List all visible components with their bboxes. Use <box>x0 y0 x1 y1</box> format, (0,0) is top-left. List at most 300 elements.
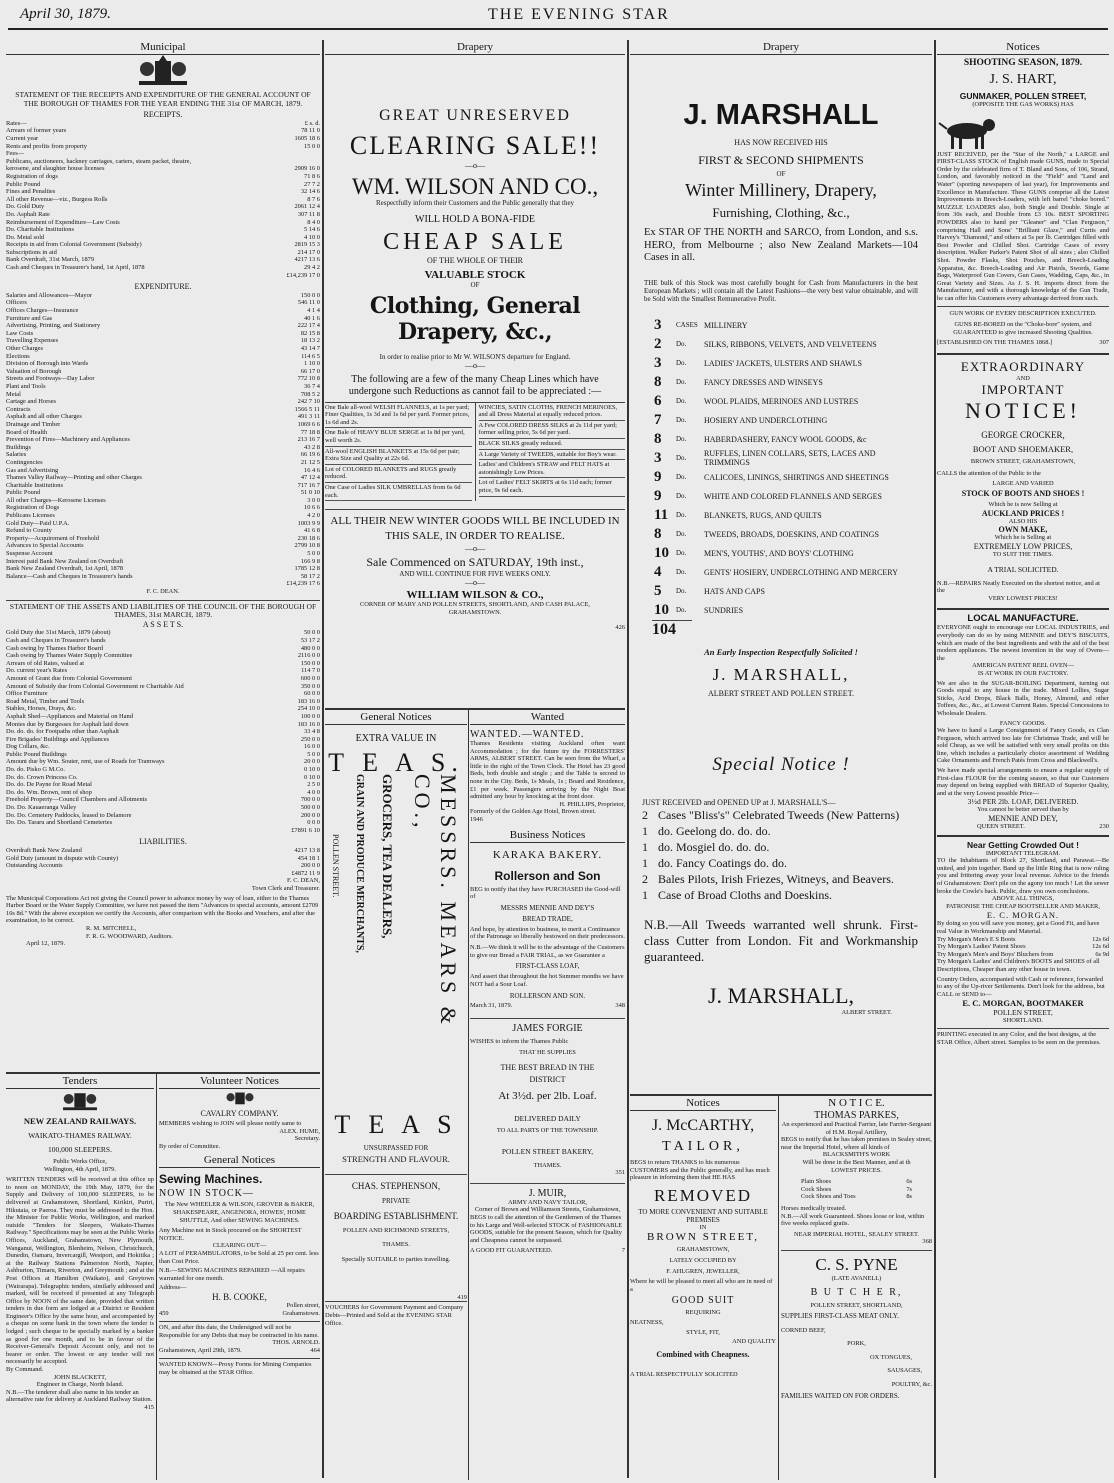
table-row <box>801 1178 912 1186</box>
mccarthy-ahlgren: F. AHLGREN, JEWELLER, <box>666 1267 740 1275</box>
row-label: Current year <box>6 134 39 142</box>
item-unit: Do. <box>676 416 687 425</box>
row-value: £7891 6 10 <box>291 826 320 834</box>
mccarthy-ad <box>630 1096 776 1480</box>
table-row <box>6 234 320 242</box>
table-row <box>6 256 320 264</box>
item-unit: Do. <box>676 587 687 596</box>
karaka-firm: Rollerson and Son <box>494 868 601 883</box>
clearing-great: GREAT UNRESERVED <box>379 107 571 124</box>
karaka-messrs: MESSRS MENNIE AND DEY'S <box>500 903 595 912</box>
table-row <box>6 120 320 128</box>
auditor-1: R. M. MITCHELL, <box>86 924 137 932</box>
teas-pollen: POLLEN STREET. <box>331 834 340 898</box>
mccarthy-tailor: TAILOR, <box>662 1139 744 1154</box>
table-row <box>6 127 320 135</box>
morgan-and: Try Morgan's Ladies' and Children's BOOTS and SHOES of all Descriptions, Cheaper than any other house in town. <box>937 958 1100 973</box>
row-value: 114 7 0 <box>301 667 320 675</box>
table-row <box>6 143 320 151</box>
row-label: Do. Metal sold <box>6 233 45 241</box>
clearing-clothing: Clothing, General Drapery, &c., <box>369 292 581 345</box>
row-value: 32 14 6 <box>300 188 320 196</box>
wanted-column <box>470 710 625 1480</box>
row-label: All other Revenue—viz., Burgess Rolls <box>6 195 108 203</box>
local-queen: QUEEN STREET. <box>977 823 1025 831</box>
clearing-num: 426 <box>615 624 625 632</box>
forgie-price: At 3½d. per 2lb. Loaf. <box>498 1090 597 1103</box>
teas2-unsurpassed: UNSURPASSED FOR <box>363 1144 429 1152</box>
table-row <box>6 637 320 645</box>
row-value: 6s <box>906 1178 912 1186</box>
item-count: 11 <box>654 506 669 523</box>
row-label: Refund to County <box>6 527 52 535</box>
row-label: Do. Asphalt Rate <box>6 210 50 218</box>
marshall-winter: Winter Millinery, Drapery, <box>685 180 877 200</box>
row-value: 1566 5 11 <box>294 405 320 413</box>
crocker-and: AND <box>1016 374 1030 382</box>
clearing-firm: WM. WILSON AND CO., <box>351 174 599 199</box>
table-row <box>6 520 320 528</box>
item-count: 2 <box>642 871 648 886</box>
table-row <box>6 558 320 566</box>
liabilities-label: LIABILITIES. <box>139 837 187 847</box>
forgie-thames: THAMES. <box>533 1161 562 1169</box>
table-row <box>6 383 320 391</box>
item-count: 8 <box>654 525 662 542</box>
row-label: Amount of Grant due from Colonial Government <box>6 674 133 682</box>
town-clerk-signature: F. C. DEAN, <box>286 877 320 885</box>
tenders-waikato: WAIKATO-THAMES RAILWAY. <box>28 1131 132 1140</box>
row-value: 2061 12 4 <box>294 203 320 211</box>
item-label: WOOL PLAIDS, MERINOES AND LUSTRES <box>704 396 859 406</box>
row-label: Salaries and Allowances—Mayor <box>6 291 92 299</box>
morgan-patronise: PATRONISE THE CHEAP BOOTSELLER AND MAKER, <box>946 902 1100 910</box>
list-item <box>642 823 918 839</box>
row-label: Fees— <box>6 150 25 158</box>
table-row <box>6 489 320 497</box>
row-value: 454 18 1 <box>297 854 320 862</box>
row-value: 43 2 8 <box>304 443 320 451</box>
expenditure-label: EXPENDITURE. <box>134 282 192 292</box>
row-label: Bank New Zealand Overdraft, 1st April, 1878 <box>6 565 124 573</box>
row-label: Officers <box>6 299 27 307</box>
table-row <box>6 181 320 189</box>
item-count: 2 <box>642 807 648 822</box>
forgie-that: THAT HE SUPPLIES <box>519 1049 576 1057</box>
crocker-auckland: AUCKLAND PRICES ! <box>981 508 1065 518</box>
wanted-body: Thames Residents visiting Auckland often want Accommodation ; for the future try the FORRESTERS' ARMS, ALBERT STREET. Can be seen from the Wharf, a little to the right of the Town Clock. The Hotel has 23 good Beds, both double and single ; and the Table is second to none in the City. Beds, 1s Meals, 1s ; Board and Residence, £1 per week. Passengers arriving by the Night Boat admitted any hour by knocking at the front door. <box>470 740 625 801</box>
row-label: Do. do. Pisko G M.Co. <box>6 766 65 774</box>
row-label: Arrears of former years <box>6 127 67 135</box>
crocker-large: LARGE AND VARIED <box>992 479 1054 487</box>
row-label: Do. Do. Cemetery Paddocks, leased to Delamore <box>6 811 132 819</box>
column-rule <box>778 1096 779 1480</box>
item-unit: Do. <box>676 454 687 463</box>
list-item <box>654 373 918 392</box>
row-value: 150 0 0 <box>300 659 320 667</box>
row-label: Publicans Licenses <box>6 512 55 520</box>
table-row <box>6 188 320 196</box>
list-item <box>654 468 918 487</box>
karaka-title: KARAKA BAKERY. <box>492 848 603 861</box>
table-row <box>6 272 320 280</box>
hart-guns: GUNS RE-BORED on the "Choke-bore" system, and GUARANTEED to give increased Shooting Qualities. <box>953 321 1093 336</box>
section-head-drapery: Drapery <box>325 40 625 55</box>
morgan-crowded: Near Getting Crowded Out ! <box>937 835 1109 850</box>
item-label: TWEEDS, BROADS, DOESKINS, AND COATINGS <box>704 529 879 539</box>
row-label: Overdraft Bank New Zealand <box>6 847 82 854</box>
marshall-albert: ALBERT STREET. <box>841 1008 892 1016</box>
clearing-will: WILL HOLD A BONA-FIDE <box>415 213 535 225</box>
tenders-railways: NEW ZEALAND RAILWAYS. <box>23 1116 137 1126</box>
teas2-strength: STRENGTH AND FLAVOUR. <box>342 1154 450 1164</box>
table-row <box>6 360 320 368</box>
parkes-num: 368 <box>922 1238 932 1246</box>
row-label: Amount due by Wm. Souter, rent, use of Roads for Tramways <box>6 758 165 766</box>
teas-ad <box>325 710 467 1102</box>
hart-name: J. S. HART, <box>989 72 1057 87</box>
row-label: Plain Shoes <box>801 1178 832 1186</box>
teas-stephenson-ad <box>325 1102 467 1480</box>
item-label: MEN'S, YOUTHS', AND BOYS' CLOTHING <box>704 548 854 558</box>
marshall-special: Special Notice ! <box>712 753 850 775</box>
table-row <box>6 758 320 766</box>
pyne-butcher: B U T C H E R, <box>810 1286 903 1298</box>
marshall-nb: N.B.—All Tweeds warranted well shrunk. First-class Cutter from London. Fit and Workmanship guaranteed. <box>644 916 918 964</box>
row-label: Contingencies <box>6 458 43 466</box>
mccarthy-brown: BROWN STREET, <box>647 1231 759 1244</box>
town-clerk-title: Town Clerk and Treasurer. <box>251 884 320 892</box>
crocker-extra: EXTRAORDINARY <box>937 353 1109 375</box>
forgie-bakery: POLLEN STREET BAKERY, <box>501 1146 594 1156</box>
list-item <box>654 411 918 430</box>
row-label: Prevention of Fires—Machinery and Appliances <box>6 436 130 444</box>
row-label: Arrears of old Rates, valued at <box>6 659 85 667</box>
table-row <box>6 307 320 315</box>
row-label: Furniture and Gas <box>6 314 53 322</box>
auditor-2: F. R. G. WOODWARD, <box>86 932 148 940</box>
crocker-also: ALSO HIS <box>1008 517 1038 525</box>
parkes-notice: N O T I C E. <box>828 1097 885 1109</box>
item-unit: Do. <box>676 378 687 387</box>
sewing-now: NOW IN STOCK— <box>159 1188 254 1200</box>
clearing-inform: Respectfully inform their Customers and the Public generally that they <box>375 199 575 207</box>
row-value: 5 14 6 <box>304 226 320 234</box>
table-row <box>6 368 320 376</box>
row-value: 2 5 0 <box>307 781 320 789</box>
table-row <box>937 951 1109 959</box>
item-label: Bales Pilots, Irish Friezes, Witneys, and Beavers. <box>658 871 894 886</box>
row-label: Registration of dogs <box>6 172 58 180</box>
section-head-drapery-2: Drapery <box>630 40 932 55</box>
column-rule <box>322 40 324 1478</box>
volunteer-company: CAVALRY COMPANY. <box>200 1109 279 1118</box>
pyne-corned: CORNED BEEF, <box>781 1326 826 1334</box>
auditors-label: Auditors. <box>148 932 173 940</box>
table-row <box>6 819 320 827</box>
local-flour: We have made special arrangements to ensure a regular supply of First-class FLOUR for the coming season, so that our Customers may depend on being supplied with BREAD of Superior Quality, and at the very Lowest possible Price— <box>937 767 1109 797</box>
crocker-trial: A TRIAL SOLICITED. <box>987 564 1059 574</box>
item-count: 1 <box>642 855 648 870</box>
table-row <box>6 398 320 406</box>
item-label: HOSIERY AND UNDERCLOTHING <box>704 415 828 425</box>
row-value: 0 10 0 <box>304 766 320 774</box>
morgan-telegram: IMPORTANT TELEGRAM. <box>985 849 1061 857</box>
list-item: BLACK SILKS greatly reduced. <box>479 439 626 450</box>
clearing-allnew: ALL THEIR NEW WINTER GOODS WILL BE INCLUDED IN THIS SALE, IN ORDER TO REALISE. <box>325 509 625 544</box>
local-num: 230 <box>1099 823 1109 831</box>
row-label: Property—Acquirement of Freehold <box>6 534 99 542</box>
vouchers-notice: VOUCHERS for Government Payment and Company Debts—Printed and Sold at the EVENING STAR Office. <box>325 1301 467 1327</box>
table-row <box>6 337 320 345</box>
row-label: Law Costs <box>6 329 34 337</box>
item-count: 1 <box>642 823 648 838</box>
sewing-town: Grahamstown. <box>282 1309 320 1317</box>
table-row <box>6 667 320 675</box>
row-value: 100 0 0 <box>300 712 320 720</box>
table-row <box>6 467 320 475</box>
muir-trade: ARMY AND NAVY TAILOR, <box>507 1198 588 1206</box>
marshall-ex: Ex STAR OF THE NORTH and SARCO, from London, and s.s. HERO, from Melbourne ; also New Zealand Markets—104 Cases in all. <box>644 227 918 263</box>
table-row <box>6 565 320 573</box>
row-label: Freehold Property—Council Chambers and Allotments <box>6 796 147 804</box>
sewing-lot: A LOT of PERAMBULATORS, to be Sold at 25 per cent. less than Cost Price. <box>159 1249 319 1265</box>
parkes-lowest: LOWEST PRICES. <box>831 1166 882 1174</box>
item-unit: Do. <box>676 530 687 539</box>
tenders-column <box>6 1074 154 1480</box>
table-row <box>6 781 320 789</box>
list-item: Ladies' and Children's STRAW and FELT HATS at astonishingly Low Prices. <box>479 460 626 478</box>
table-row <box>6 330 320 338</box>
row-value: 7s <box>906 1185 912 1193</box>
row-value: 250 0 0 <box>300 735 320 743</box>
row-value: 40 1 6 <box>304 314 320 322</box>
table-row <box>6 527 320 535</box>
teas2-boarding: BOARDING ESTABLISHMENT. <box>333 1211 459 1221</box>
crocker-calls: CALLS the attention of the Public to the <box>937 470 1041 478</box>
row-value: 4217 13 6 <box>294 256 320 264</box>
receipts-label: RECEIPTS. <box>143 110 183 120</box>
table-row <box>6 652 320 660</box>
row-value: 230 18 6 <box>297 534 320 542</box>
teas2-num: 419 <box>457 1293 467 1301</box>
table-row <box>6 847 320 855</box>
tenders-body: WRITTEN TENDERS will be received at this office up to noon on MONDAY, the 19th May, 1879, for the Supply and Delivery of 100,000 SLEEPERS, to be delivered at Grahamstown, Shortland, Kirikiri, Puriri, Hikutaia, or Paeroa. They must be addressed to the Hon. the Minister for Public Works, Wellington, and marked outside "Tenders for Sleepers, Waikato-Thames Railway." Specifications may be seen at the Public Works Offices, Auckland, Grahamstown, New Plymouth, Wanganui, Wellington, Blenheim, Nelson, Christchurch, Dunedin, Oamaru, Invercargill, Westport, and Hokitika ; at the Railway Stations Palmerston North, Napier, Ashburton, Timaru, Riverton, and Greymouth ; and at the Post Offices at Hamilton (Waikato), and Greytown (Wairarapa). Telegraphic tenders, similarly addressed and marked, will be received if presented at any Telegraph Office by NOON of the same date, provided that written tenders in due form are lodged at a District or Resident Engineer's Office by the same hour, and accompanied by a cheque on some bank in the town where the tender is lodged ; such cheque to be specially marked by a banker as good for one month, and to be in favour of the Receiver-General's Deposit Account only, and not to bearer or order. The lowest or any tender will not necessarily be accepted. <box>6 1176 154 1366</box>
karaka-num: 348 <box>615 1002 625 1010</box>
table-row <box>6 728 320 736</box>
expenditure-table <box>6 292 320 588</box>
section-head-municipal: Municipal <box>6 40 320 55</box>
row-value: 2909 16 0 <box>294 165 320 173</box>
arnold-notice: ON, and after this date, the Undersigned will not be Responsible for any Debts that may be contracted in his name. <box>159 1321 320 1339</box>
row-value: £ s. d. <box>304 119 320 127</box>
table-row <box>6 743 320 751</box>
table-row <box>6 675 320 683</box>
row-label: Gold Duty due 31st March, 1879 (about) <box>6 629 111 637</box>
list-item <box>642 839 918 855</box>
row-value: 717 16 7 <box>297 481 320 489</box>
local-firm: MENNIE AND DEY, <box>988 814 1058 824</box>
item-count: 9 <box>654 468 662 485</box>
parkes-name: THOMAS PARKES, <box>814 1110 899 1121</box>
item-unit: Do. <box>676 359 687 368</box>
list-item: A Few COLORED DRESS SILKS at 2s 11d per yard; former selling price, 5s 6d per yard. <box>479 421 626 439</box>
row-label: Cash and Cheques in Treasurer's hand, 1st April, 1878 <box>6 264 145 272</box>
table-row <box>6 580 320 588</box>
item-label: do. Geelong do. do. do. <box>658 823 771 838</box>
item-label: do. Mosgiel do. do. do. <box>658 839 770 854</box>
table-row <box>6 827 320 835</box>
row-label: Do. Do. Kauaeranga Valley <box>6 804 77 812</box>
list-item <box>654 563 918 582</box>
row-label: Gold Duty—Paid U.P.A. <box>6 519 70 527</box>
karaka-sign: ROLLERSON AND SON. <box>509 992 586 1001</box>
item-count: 7 <box>654 411 662 428</box>
table-row <box>6 474 320 482</box>
clearing-following: The following are a few of the many Cheap Lines which have undergone such Reductions as cannot fail to be appreciated :— <box>348 373 602 397</box>
table-row <box>6 504 320 512</box>
morgan-country: Country Orders, accompanied with Cash or reference, forwarded to any of the Up-river Settlements. Don't look for the address, but CALL or SEND to— <box>937 975 1105 998</box>
morgan-prices <box>937 936 1109 959</box>
morgan-saying: By doing so you will save you money, get a Good Fit, and have real Value in Workmanship and Material. <box>937 920 1100 935</box>
row-value: 50 0 0 <box>304 629 320 637</box>
row-value: 183 16 0 <box>297 697 320 705</box>
clearing-list-right <box>476 403 626 502</box>
municipal-column <box>6 40 320 1070</box>
marshall-just: JUST RECEIVED and OPENED UP at J. MARSHALL'S— <box>642 797 836 807</box>
volunteer-sign: ALEX. HUME, <box>279 1127 320 1135</box>
mccarthy-begs: BEGS to return THANKS to his numerous CUSTOMERS and the Public generally, and has much pleasure in informing them that HE HAS <box>630 1159 770 1182</box>
parkes-blacksmith: BLACKSMITH'S WORK <box>822 1151 891 1159</box>
table-row <box>6 645 320 653</box>
table-row <box>6 629 320 637</box>
wanted-sign: H. PHILLIPS, Proprietor, <box>559 800 625 808</box>
mccarthy-quality: AND QUALITY <box>732 1338 776 1346</box>
row-label: Do. Gold Duty <box>6 203 45 211</box>
parkes-exp: An experienced and Practical Farrier, late Farrier-Sergeant of H.M. Royal Artillery, <box>781 1121 932 1136</box>
list-item: One Bale of HEAVY BLUE SERGE at 1s 8d per yard, well worth 2s. <box>325 428 472 446</box>
row-label: Do. do. Wm. Brown, rent of shop <box>6 788 92 796</box>
row-label: Dog Collars, &c. <box>6 743 50 751</box>
row-label: Public Pound Buildings <box>6 750 67 758</box>
mccarthy-to: TO MORE CONVENIENT AND SUITABLE PREMISES <box>638 1207 768 1224</box>
hart-gunmaker: GUNMAKER, POLLEN STREET, <box>959 91 1087 101</box>
list-item <box>654 430 918 449</box>
tenders-date: Wellington, 4th April, 1879. <box>44 1165 116 1173</box>
row-label: Amount of Subsidy due from Colonial Government re Charitable Aid <box>6 682 184 690</box>
masthead <box>8 4 1108 30</box>
table-row <box>6 391 320 399</box>
row-label: Cartage and Horses <box>6 398 57 406</box>
row-value: 16 0 0 <box>304 743 320 751</box>
municipal-heading: STATEMENT OF THE RECEIPTS AND EXPENDITURE OF THE GENERAL ACCOUNT OF THE BOROUGH OF THAMES FOR THE YEAR ENDING THE 31st OF MARCH, 1879. <box>15 90 311 108</box>
sewing-num: 459 <box>159 1309 169 1317</box>
table-row <box>6 436 320 444</box>
parkes-begs: BEGS to notify that he has taken premises in Sealey street, near the Imperial Hotel, where all kinds of <box>781 1136 932 1151</box>
clearing-cheap: CHEAP SALE <box>383 228 567 255</box>
audit-note: The Municipal Corporations Act not giving the Council power to advance money by way of loan, either to the Thames Harbor Board or the Water Supply Committee, we have not passed the item "Advances to special accounts, amount £2709 10s 8d." With the above exception we certify the Accounts, after comparison with the Books and Vouchers, and after due examination, to be correct. <box>6 894 319 925</box>
table-row <box>937 936 1109 944</box>
item-count: 4 <box>654 563 662 580</box>
row-value: 21 12 5 <box>300 458 320 466</box>
table-row <box>6 690 320 698</box>
item-count: 8 <box>654 430 662 447</box>
row-label: Travelling Expenses <box>6 337 59 345</box>
morgan-body: TO the Inhabitants of Block 27, Shortland, and Parawai.—Be united, and join together. Band up the little Ring that is now ruling you and frittering away your local revenue. Advice to the friends of Grahamstown: Don't pile on the agony too much ! Let the sewer broke the Cowle's back. Public, draw you own conclusions. <box>937 857 1109 895</box>
item-count: 8 <box>654 373 662 390</box>
table-row <box>6 855 320 863</box>
column-rule <box>468 710 469 1480</box>
row-label: Try Morgan's Men's and Boys' Bluchers from <box>937 950 1054 958</box>
row-value: 2799 10 8 <box>294 542 320 550</box>
teas-messrs: MESSRS. MEARS & CO., <box>410 774 461 1028</box>
table-row <box>6 211 320 219</box>
hart-body-start <box>999 111 1109 151</box>
row-label: Elections <box>6 352 30 360</box>
row-value: 1785 12 8 <box>294 565 320 573</box>
row-label: Streets and Footways—Day Labor <box>6 375 95 383</box>
table-row <box>6 345 320 353</box>
section-head-notices: Notices <box>937 40 1109 55</box>
crocker-suit: TO SUIT THE TIMES. <box>992 551 1054 558</box>
table-row <box>6 353 320 361</box>
table-row <box>6 804 320 812</box>
table-row <box>6 683 320 691</box>
row-value: 708 5 2 <box>300 390 320 398</box>
row-value: 491 3 11 <box>297 413 320 421</box>
row-value: 53 17 2 <box>300 636 320 644</box>
row-value: 1003 9 9 <box>297 519 320 527</box>
karaka-nb: N.B.—We think it will be to the advantage of the Customers to give our Bread a FAIR TRIAL, as we Guarantee a <box>470 943 625 959</box>
list-item <box>654 335 918 354</box>
teas-extra: EXTRA VALUE IN <box>355 733 437 744</box>
teas2-title: T E A S <box>334 1110 458 1139</box>
mccarthy-style: STYLE, FIT, <box>686 1328 720 1336</box>
row-value: 66 17 0 <box>300 367 320 375</box>
sewing-any: Any Machine not in Stock procured on the SHORTEST NOTICE. <box>159 1227 302 1242</box>
row-label: Reimbursement of Expenditure—Law Costs <box>6 218 120 226</box>
row-label: Drainage and Timber <box>6 420 61 428</box>
row-value: 12s 6d <box>1092 943 1109 951</box>
teas2-chas: CHAS. STEPHENSON, <box>325 1174 467 1191</box>
hart-opp: (OPPOSITE THE GAS WORKS) HAS <box>972 101 1074 108</box>
item-label: do. Fancy Coatings do. do. <box>658 855 787 870</box>
morgan-street: POLLEN STREET, <box>993 1008 1053 1018</box>
tenders-sign2: Engineer in Charge, North Island. <box>36 1381 124 1389</box>
marshall-early: An Early Inspection Respectfully Solicited ! <box>704 646 858 657</box>
table-row <box>6 451 320 459</box>
marshall-shipments: FIRST & SECOND SHIPMENTS <box>698 153 864 167</box>
row-value: 43 14 7 <box>300 345 320 352</box>
row-value: 41 6 8 <box>304 527 320 535</box>
table-row <box>6 406 320 414</box>
row-value: 47 12 4 <box>300 474 320 482</box>
row-label: Try Morgan's Men's E S Boots <box>937 935 1016 943</box>
section-head-volunteer: Volunteer Notices <box>159 1074 320 1089</box>
list-item <box>642 871 918 887</box>
marshall-bulk: THE bulk of this Stock was most carefully bought for Cash from Manufacturers in the best European Markets ; will contain all the Latest Fashions—the very best value obtainable, and will be Sold with the Smallest Remunerative Profit. <box>644 278 918 304</box>
row-value: 15 0 0 <box>304 142 320 150</box>
karaka-hope: And hope, by attention to business, to merit a Continuance of the Patronage so liberally bestowed on their predecessors. <box>470 925 625 941</box>
row-value: 4 10 0 <box>304 233 320 241</box>
row-value: 700 0 0 <box>300 796 320 804</box>
row-value: 242 7 10 <box>297 398 320 406</box>
item-unit: Do. <box>676 606 687 615</box>
row-value: 12s 6d <box>1092 935 1109 943</box>
row-value: 51 0 10 <box>300 489 320 497</box>
mccarthy-good: GOOD SUIT <box>671 1295 735 1307</box>
wanted-num: 1946 <box>470 815 483 823</box>
